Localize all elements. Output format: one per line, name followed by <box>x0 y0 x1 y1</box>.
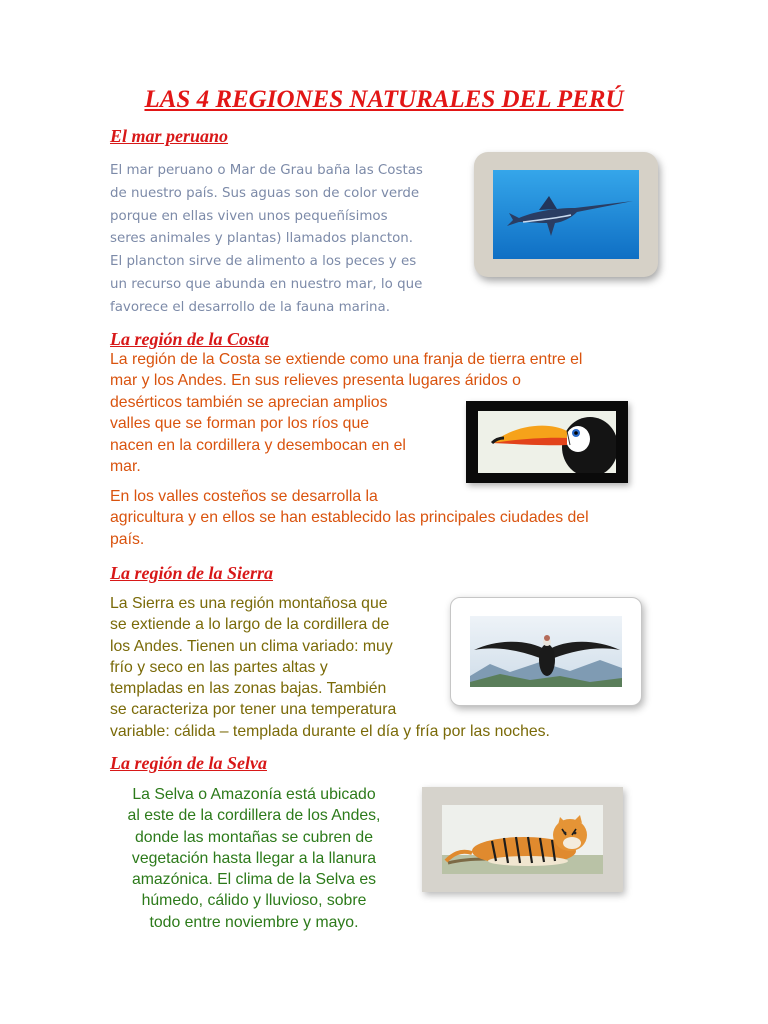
text-line: favorece el desarrollo de la fauna marina. <box>110 299 390 315</box>
text-line: vegetación hasta llegar a la llanura <box>131 849 377 867</box>
text-line: se caracteriza por tener una temperatura <box>110 701 397 719</box>
text-line: todo entre noviembre y mayo. <box>149 913 359 931</box>
text-line: valles que se forman por los ríos que <box>110 415 370 433</box>
paragraph-sierra <box>110 593 550 742</box>
text-line: mar y los Andes. En sus relieves presenta lugares áridos o <box>110 372 521 390</box>
text-line: seres animales y plantas) llamados plancton. <box>110 231 414 247</box>
paragraph-costa-valleys <box>110 486 670 550</box>
paragraph-selva <box>108 784 400 933</box>
text-line: donde las montañas se cubren de <box>135 828 373 846</box>
image-frame-selva <box>422 787 623 892</box>
paragraph-costa-intro <box>110 349 670 392</box>
paragraph-costa-body <box>110 392 460 477</box>
text-line: En los valles costeños se desarrolla la <box>110 488 378 505</box>
text-line: La región de la Costa se extiende como una franja de tierra entre el <box>110 351 583 368</box>
text-line: templadas en las zonas bajas. También <box>110 680 387 698</box>
text-line: un recurso que abunda en nuestro mar, lo que <box>110 276 423 292</box>
text-line: amazónica. El clima de la Selva es <box>131 871 377 889</box>
image-frame-mar <box>474 152 658 277</box>
marlin-image <box>493 170 639 259</box>
text-line: húmedo, cálido y lluvioso, sobre <box>141 892 367 910</box>
text-line: frío y seco en las partes altas y <box>110 658 328 676</box>
condor-image <box>470 616 622 687</box>
text-line: mar. <box>110 457 141 475</box>
page-title: LAS 4 REGIONES NATURALES DEL PERÚ <box>144 86 624 113</box>
text-line: La Sierra es una región montañosa que <box>110 595 388 612</box>
heading-mar: El mar peruano <box>110 126 229 146</box>
text-line: al este de la cordillera de los Andes, <box>127 807 381 825</box>
heading-costa: La región de la Costa <box>110 329 270 349</box>
paragraph-mar <box>110 160 460 320</box>
text-line: El mar peruano o Mar de Grau baña las Costas <box>110 163 423 178</box>
heading-sierra: La región de la Sierra <box>110 563 274 583</box>
text-line: de nuestro país. Sus aguas son de color verde <box>110 185 420 201</box>
heading-selva: La región de la Selva <box>110 753 267 773</box>
text-line: los Andes. Tienen un clima variado: muy <box>110 637 393 655</box>
text-line: se extiende a lo largo de la cordillera de <box>110 616 390 634</box>
text-line: nacen en la cordillera y desembocan en el <box>110 436 406 454</box>
text-line: La Selva o Amazonía está ubicado <box>132 786 376 803</box>
image-frame-sierra <box>450 597 642 706</box>
text-line: desérticos también se aprecian amplios <box>110 394 388 411</box>
text-line: porque en ellas viven unos pequeñísimos <box>110 208 388 224</box>
text-line: variable: cálida – templada durante el día y fría por las noches. <box>110 722 550 740</box>
text-line: país. <box>110 530 145 548</box>
toucan-image <box>478 411 616 473</box>
tiger-image <box>442 805 603 874</box>
image-frame-costa <box>466 401 628 483</box>
text-line: agricultura y en ellos se han establecido las principales ciudades del <box>110 509 589 527</box>
text-line: El plancton sirve de alimento a los peces y es <box>110 254 417 270</box>
